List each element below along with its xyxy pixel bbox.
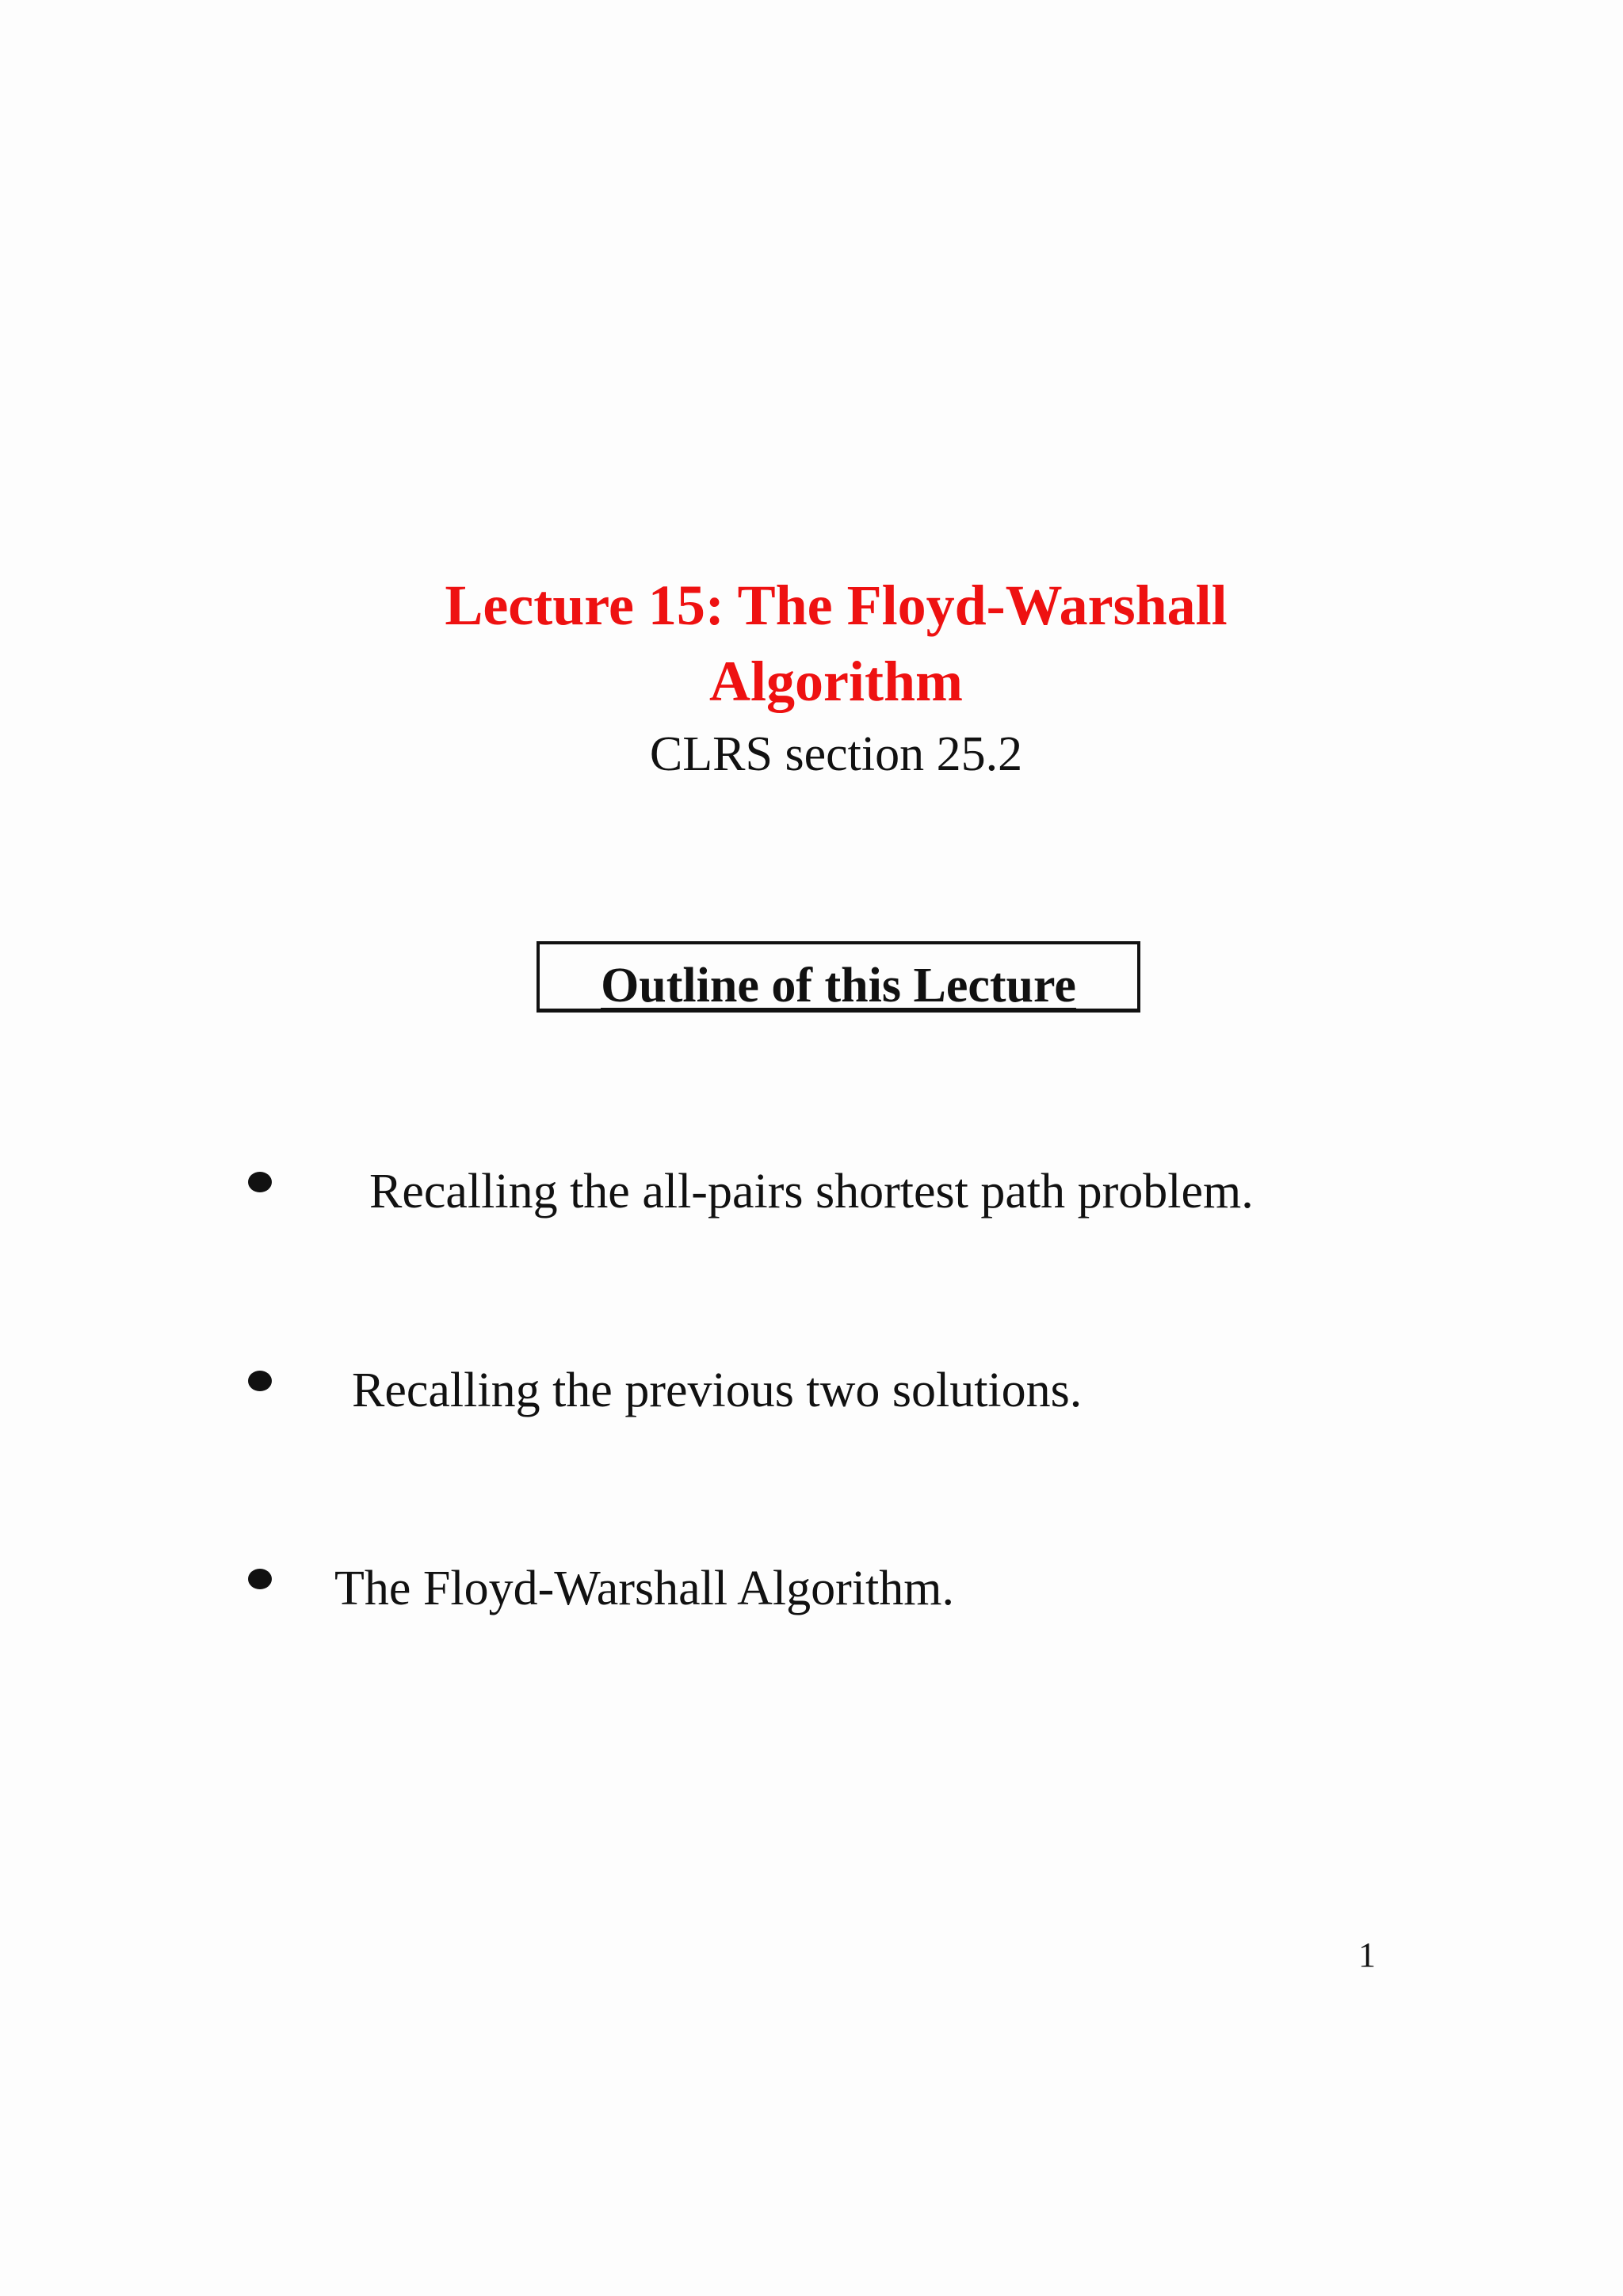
- outline-heading: Outline of this Lecture: [601, 959, 1076, 1013]
- bullet-icon: [248, 1371, 272, 1391]
- bullet-icon: [248, 1569, 272, 1589]
- page-title-line-1: Lecture 15: The Floyd-Warshall: [445, 574, 1228, 637]
- page-subtitle: CLRS section 25.2: [649, 727, 1023, 781]
- list-item: Recalling the all-pairs shortest path problem.: [369, 1165, 1254, 1219]
- list-item: The Floyd-Warshall Algorithm.: [334, 1562, 954, 1615]
- page-number: 1: [1358, 1936, 1376, 1974]
- bullet-icon: [248, 1172, 272, 1192]
- list-item: Recalling the previous two solutions.: [352, 1363, 1083, 1417]
- page-title-line-2: Algorithm: [709, 650, 963, 713]
